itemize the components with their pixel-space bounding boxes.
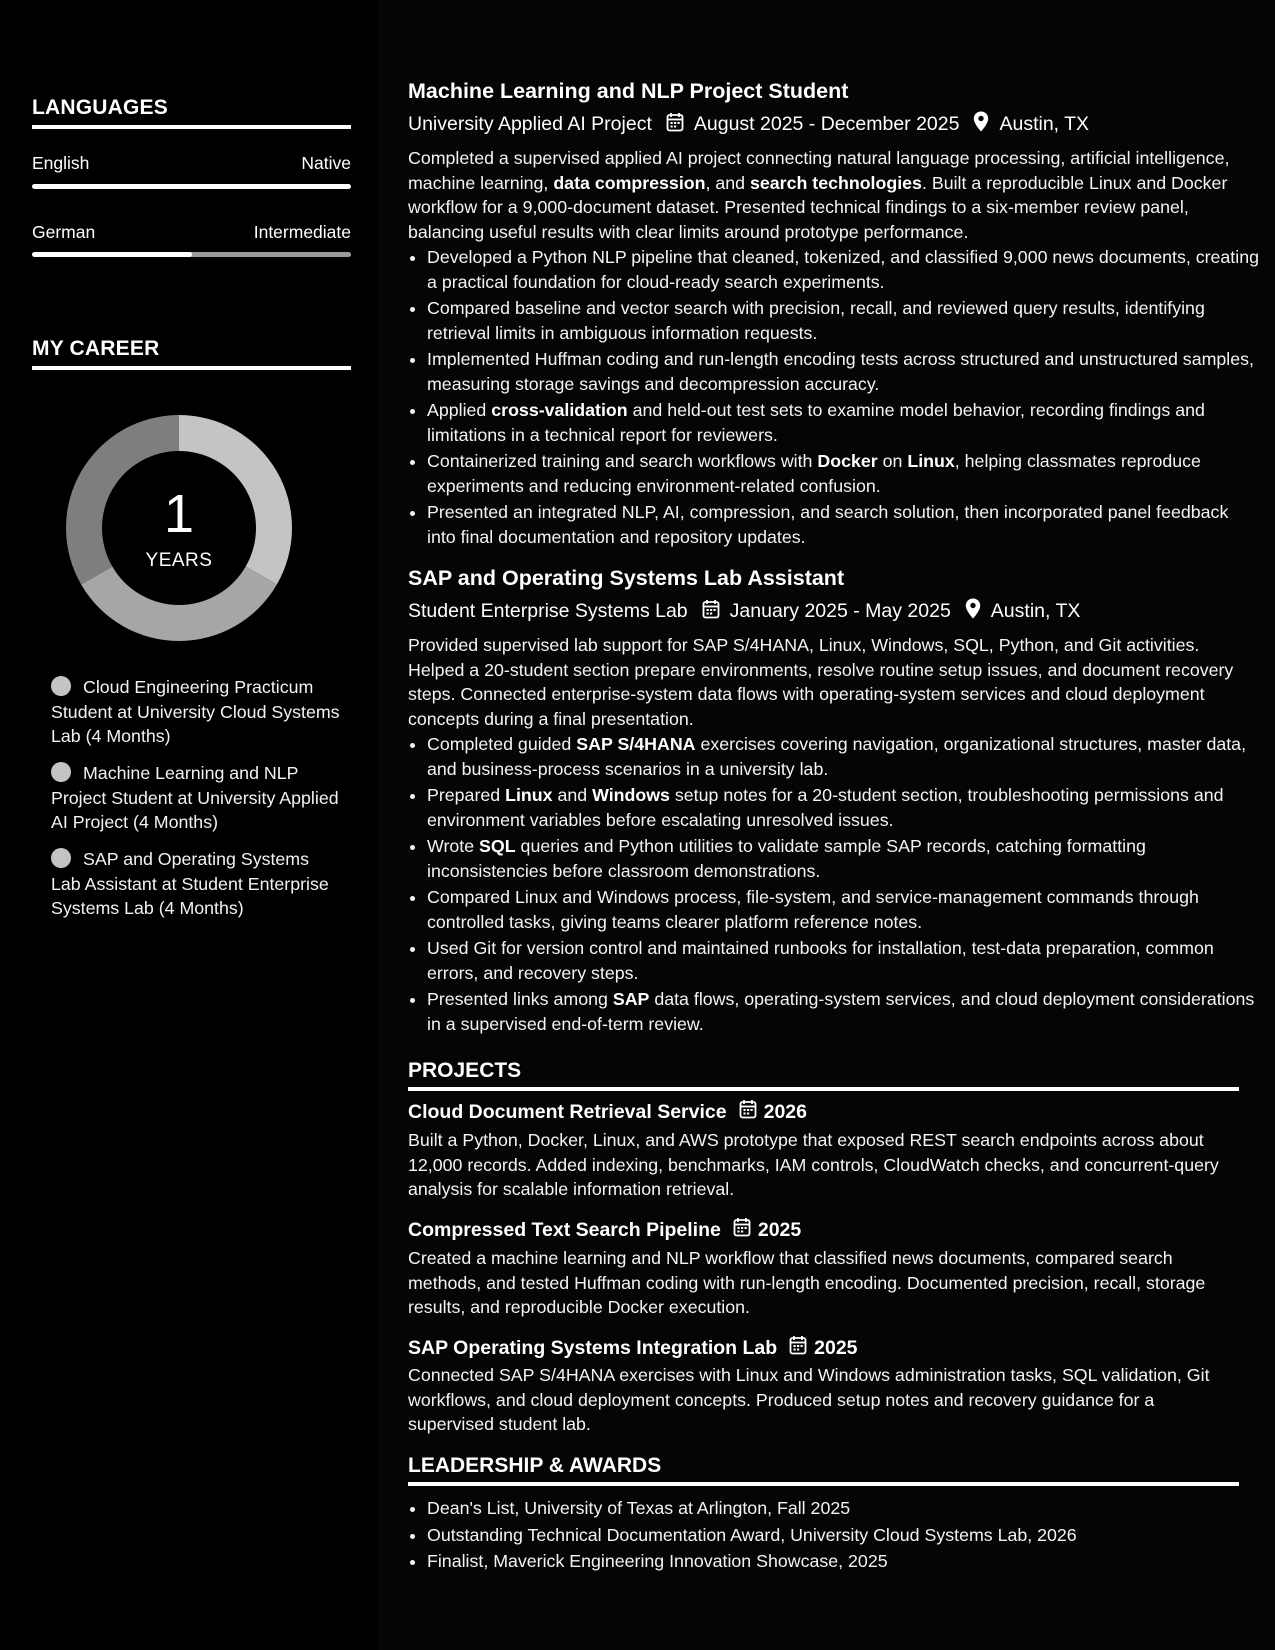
language-row-german xyxy=(32,222,351,243)
language-bar-english xyxy=(32,184,351,189)
project-year: 2026 xyxy=(763,1100,807,1123)
career-dot xyxy=(51,676,71,696)
list-item: • Outstanding Technical Documentation Award, University Cloud Systems Lab, 2026 xyxy=(427,1523,1259,1548)
calendar-icon xyxy=(789,1335,807,1361)
job-summary: Completed a supervised applied AI project connecting natural language processing, artificial intelligence, machine learning, data compression, and search technologies. Built a reproducible Linux and Docker workflow for a 9,000-document dataset. Presented technical findings to a six-member review panel, balancing useful results with clear limits around prototype performance. xyxy=(408,148,1230,242)
list-item: • Implemented Huffman coding and run-length encoding tests across structured and unstructured samples, measuring storage savings and decompression accuracy. xyxy=(427,347,1259,396)
language-name: German xyxy=(32,222,96,242)
job-location: Austin, TX xyxy=(999,113,1090,135)
project-year: 2025 xyxy=(814,1336,858,1359)
job-org: Student Enterprise Systems Lab xyxy=(408,600,688,622)
career-item-label: Cloud Engineering Practicum Student at University Cloud Systems Lab (4 Months) xyxy=(51,677,340,746)
list-item: • Applied cross-validation and held-out test sets to examine model behavior, recording findings and limitations in a technical report for reviewers. xyxy=(427,398,1259,447)
leadership-heading: LEADERSHIP & AWARDS xyxy=(408,1454,1239,1486)
project-description: Created a machine learning and NLP workflow that classified news documents, compared search methods, and tested Huffman coding with run-length encoding. Documented precision, recall, storage results, and reproducible Docker execution. xyxy=(408,1248,1206,1317)
language-level: Intermediate xyxy=(253,222,351,242)
calendar-icon xyxy=(666,112,684,138)
job-dates: August 2025 - December 2025 xyxy=(693,113,960,135)
career-dot xyxy=(51,848,71,868)
calendar-icon xyxy=(702,599,720,625)
list-item: • Presented an integrated NLP, AI, compression, and search solution, then incorporated panel feedback into final documentation and repository updates. xyxy=(427,500,1259,549)
career-years-unit: YEARS xyxy=(145,550,213,571)
donut-segment xyxy=(81,567,277,642)
career-heading: MY CAREER xyxy=(32,337,351,370)
location-pin-icon xyxy=(965,598,981,625)
list-item: • Prepared Linux and Windows setup notes for a 20-student section, troubleshooting permissions and environment variables before escalating unresolved issues. xyxy=(427,783,1259,832)
career-item-label: Machine Learning and NLP Project Student at University Applied AI Project (4 Months) xyxy=(51,763,339,832)
job-title: SAP and Operating Systems Lab Assistant xyxy=(408,566,845,590)
list-item: • Compared baseline and vector search with precision, recall, and reviewed query results, identifying retrieval limits in ambiguous information requests. xyxy=(427,296,1259,345)
list-item: • Presented links among SAP data flows, operating-system services, and cloud deployment considerations in a supervised end-of-term review. xyxy=(427,987,1259,1036)
language-bar-german xyxy=(32,252,351,257)
list-item: • Used Git for version control and maintained runbooks for installation, test-data preparation, common errors, and recovery steps. xyxy=(427,936,1259,985)
project-description: Built a Python, Docker, Linux, and AWS prototype that exposed REST search endpoints across about 12,000 records. Added indexing, benchmarks, IAM controls, CloudWatch checks, and concurrent-query analysis for scalable information retrieval. xyxy=(408,1130,1219,1199)
calendar-icon xyxy=(739,1099,757,1125)
job-dates: January 2025 - May 2025 xyxy=(729,600,951,622)
project-description: Connected SAP S/4HANA exercises with Linux and Windows administration tasks, SQL validation, Git workflows, and cloud deployment concepts. Produced setup notes and recovery guidance for a supervised student lab. xyxy=(408,1365,1210,1434)
job-org: University Applied AI Project xyxy=(408,113,652,135)
list-item: • Finalist, Maverick Engineering Innovation Showcase, 2025 xyxy=(427,1549,1259,1574)
list-item: • Developed a Python NLP pipeline that cleaned, tokenized, and classified 9,000 news documents, creating a practical foundation for cloud-ready search experiments. xyxy=(427,245,1259,294)
career-years-value: 1 xyxy=(163,484,195,544)
career-item xyxy=(51,847,341,921)
project-name: Compressed Text Search Pipeline xyxy=(408,1218,721,1241)
language-bar-fill xyxy=(32,184,351,189)
project-title xyxy=(408,1099,807,1125)
language-level: Native xyxy=(301,153,351,173)
job-title: Machine Learning and NLP Project Student xyxy=(408,79,849,103)
calendar-icon xyxy=(733,1217,751,1243)
projects-heading: PROJECTS xyxy=(408,1059,1239,1091)
languages-heading: LANGUAGES xyxy=(32,96,351,129)
career-item xyxy=(51,675,341,749)
job-bullets xyxy=(408,245,1259,551)
career-item-label: SAP and Operating Systems Lab Assistant at Student Enterprise Systems Lab (4 Months) xyxy=(51,849,329,918)
leadership-list xyxy=(408,1496,1259,1576)
list-item: • Dean's List, University of Texas at Arlington, Fall 2025 xyxy=(427,1496,1259,1521)
job-summary: Provided supervised lab support for SAP S/4HANA, Linux, Windows, SQL, Python, and Git activities. Helped a 20-student section prepare environments, resolve routine setup issues, and document recovery steps. Connected enterprise-system data flows with operating-system services and cloud deployment concepts during a final presentation. xyxy=(408,635,1234,729)
language-row-english xyxy=(32,153,351,174)
list-item: • Compared Linux and Windows process, file-system, and service-management commands through controlled tasks, giving teams clearer platform reference notes. xyxy=(427,885,1259,934)
career-item xyxy=(51,761,341,835)
list-item: • Containerized training and search workflows with Docker on Linux, helping classmates reproduce experiments and reducing environment-related confusion. xyxy=(427,449,1259,498)
project-name: Cloud Document Retrieval Service xyxy=(408,1100,727,1123)
project-year: 2025 xyxy=(757,1218,802,1241)
project-name: SAP Operating Systems Integration Lab xyxy=(408,1336,778,1359)
project-title xyxy=(408,1335,858,1361)
language-bar-fill xyxy=(32,252,192,257)
list-item: • Completed guided SAP S/4HANA exercises covering navigation, organizational structures, master data, and business-process scenarios in a university lab. xyxy=(427,732,1259,781)
career-dot xyxy=(51,762,71,782)
job-bullets xyxy=(408,732,1259,1038)
project-title xyxy=(408,1217,801,1243)
job-meta xyxy=(408,111,1089,138)
job-location: Austin, TX xyxy=(990,600,1081,622)
list-item: • Wrote SQL queries and Python utilities to validate sample SAP records, catching formatting inconsistencies before classroom demonstrations. xyxy=(427,834,1259,883)
sidebar xyxy=(0,0,378,1650)
location-pin-icon xyxy=(973,111,989,138)
language-name: English xyxy=(32,153,90,173)
job-meta xyxy=(408,598,1080,625)
